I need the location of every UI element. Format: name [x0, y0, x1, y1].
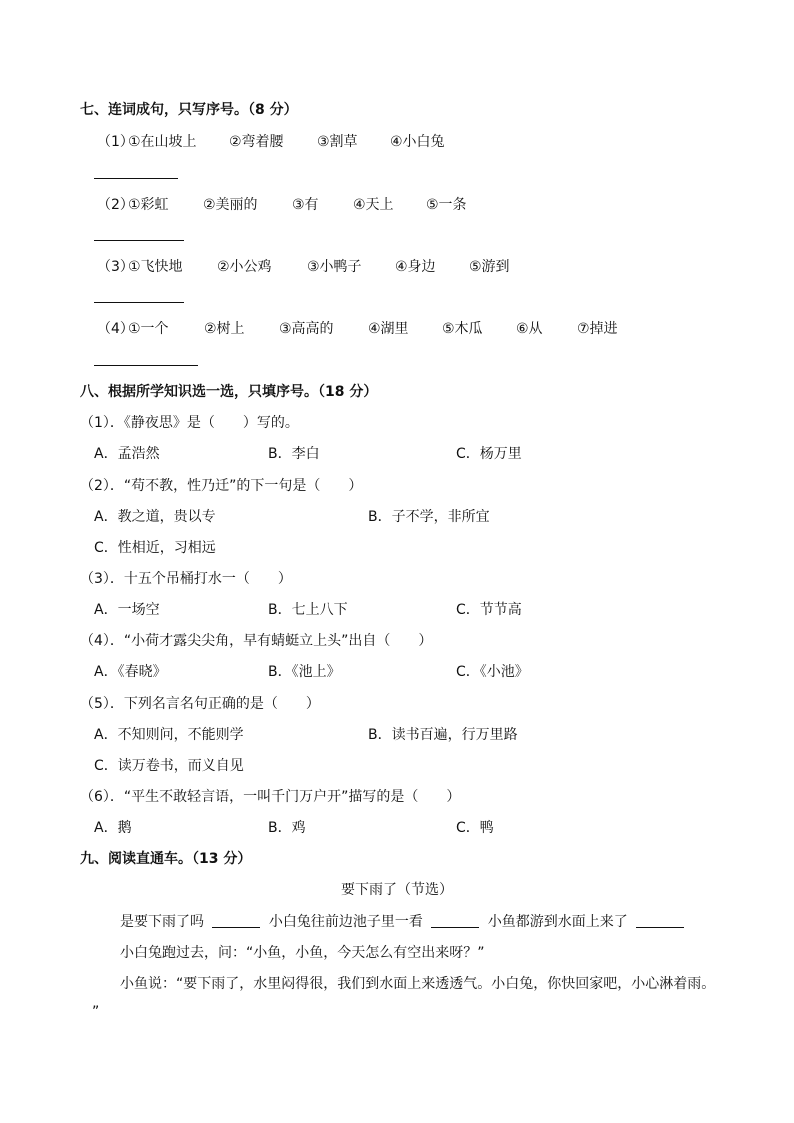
- s8-q3-option-b[interactable]: B．七上八下: [268, 602, 348, 618]
- s8-q4-option-b[interactable]: B．《池上》: [268, 664, 341, 680]
- passage-paragraph-2: 小白兔跑过去，问：“小鱼，小鱼，今天怎么有空出来呀？”: [120, 945, 485, 961]
- passage-paragraph-3: 小鱼说：“要下雨了，水里闷得很，我们到水面上来透透气。小白兔，你快回家吧，小心淋着雨。: [120, 976, 716, 992]
- passage-paragraph-3-end: ”: [92, 1004, 100, 1020]
- s7-q3-item-1: ①飞快地: [128, 259, 183, 275]
- s8-q4-option-a[interactable]: A．《春晓》: [94, 664, 167, 680]
- s7-q3-answer-blank[interactable]: [94, 302, 184, 303]
- s7-q4-item-2: ②树上: [204, 321, 245, 337]
- s8-q5-stem: （5）．下列名言名句正确的是（ ）: [80, 696, 320, 712]
- s8-q5-option-c[interactable]: C．读万卷书，而义自见: [94, 758, 244, 774]
- p1-segment-3: 小鱼都游到水面上来了: [487, 914, 628, 930]
- s7-q4-item-7: ⑦掉进: [577, 321, 618, 337]
- s7-q3-item-4: ④身边: [395, 259, 436, 275]
- s8-q6-option-b[interactable]: B．鸡: [268, 820, 306, 836]
- s8-q1-option-a[interactable]: A．孟浩然: [94, 446, 160, 462]
- s8-q2-stem: （2）．“苟不教，性乃迁”的下一句是（ ）: [80, 478, 363, 494]
- passage-paragraph-1: [120, 912, 688, 932]
- s7-q3-item-2: ②小公鸡: [217, 259, 272, 275]
- s7-q1-item-4: ④小白兔: [390, 134, 445, 150]
- s7-q4-item-5: ⑤木瓜: [442, 321, 483, 337]
- s7-q2-item-4: ④天上: [353, 197, 394, 213]
- s7-q1-answer-blank[interactable]: [94, 178, 178, 179]
- s7-q3-number: （3）: [97, 259, 134, 275]
- s7-q4-item-3: ③高高的: [279, 321, 334, 337]
- s7-q2-item-5: ⑤一条: [426, 197, 467, 213]
- s8-q3-option-c[interactable]: C．节节高: [456, 602, 522, 618]
- section8-heading: 八、根据所学知识选一选，只填序号。（18 分）: [80, 384, 378, 400]
- s7-q4-answer-blank[interactable]: [94, 365, 198, 366]
- s8-q6-stem: （6）．“平生不敢轻言语，一叫千门万户开”描写的是（ ）: [80, 789, 461, 805]
- s8-q3-stem: （3）．十五个吊桶打水一（ ）: [80, 571, 292, 587]
- s8-q4-stem: （4）．“小荷才露尖尖角，早有蜻蜓立上头”出自（ ）: [80, 633, 433, 649]
- s7-q2-item-2: ②美丽的: [203, 197, 258, 213]
- s8-q6-option-c[interactable]: C．鸭: [456, 820, 494, 836]
- section7-heading: 七、连词成句，只写序号。（8 分）: [80, 102, 298, 118]
- s8-q1-option-b[interactable]: B．李白: [268, 446, 320, 462]
- s7-q4-item-4: ④湖里: [368, 321, 409, 337]
- p1-segment-2: 小白兔往前边池子里一看: [268, 914, 423, 930]
- s7-q1-item-2: ②弯着腰: [229, 134, 284, 150]
- p1-blank-3[interactable]: [636, 927, 684, 928]
- s7-q3-item-5: ⑤游到: [469, 259, 510, 275]
- s7-q2-item-1: ①彩虹: [128, 197, 169, 213]
- s7-q1-item-1: ①在山坡上: [128, 134, 197, 150]
- s8-q6-option-a[interactable]: A．鹅: [94, 820, 132, 836]
- s8-q2-option-b[interactable]: B．子不学，非所宜: [368, 509, 490, 525]
- p1-segment-1: 是要下雨了吗: [120, 914, 204, 930]
- s7-q1-item-3: ③割草: [317, 134, 358, 150]
- s8-q2-option-c[interactable]: C．性相近，习相远: [94, 540, 216, 556]
- s7-q2-answer-blank[interactable]: [94, 240, 184, 241]
- s7-q4-item-1: ①一个: [128, 321, 169, 337]
- s8-q5-option-b[interactable]: B．读书百遍，行万里路: [368, 727, 518, 743]
- s8-q2-option-a[interactable]: A．教之道，贵以专: [94, 509, 216, 525]
- s8-q1-option-c[interactable]: C．杨万里: [456, 446, 522, 462]
- p1-blank-2[interactable]: [431, 927, 479, 928]
- s8-q5-option-a[interactable]: A．不知则问，不能则学: [94, 727, 244, 743]
- s7-q4-item-6: ⑥从: [516, 321, 543, 337]
- s7-q3-item-3: ③小鸭子: [307, 259, 362, 275]
- s7-q1-number: （1）: [97, 134, 134, 150]
- s7-q2-item-3: ③有: [292, 197, 319, 213]
- s8-q1-stem: （1）．《静夜思》是（ ）写的。: [80, 415, 299, 431]
- s7-q2-number: （2）: [97, 197, 134, 213]
- s7-q4-number: （4）: [97, 321, 134, 337]
- s8-q4-option-c[interactable]: C．《小池》: [456, 664, 529, 680]
- p1-blank-1[interactable]: [212, 927, 260, 928]
- section9-heading: 九、阅读直通车。（13 分）: [80, 851, 252, 867]
- passage-title: 要下雨了（节选）: [341, 882, 453, 898]
- s8-q3-option-a[interactable]: A．一场空: [94, 602, 160, 618]
